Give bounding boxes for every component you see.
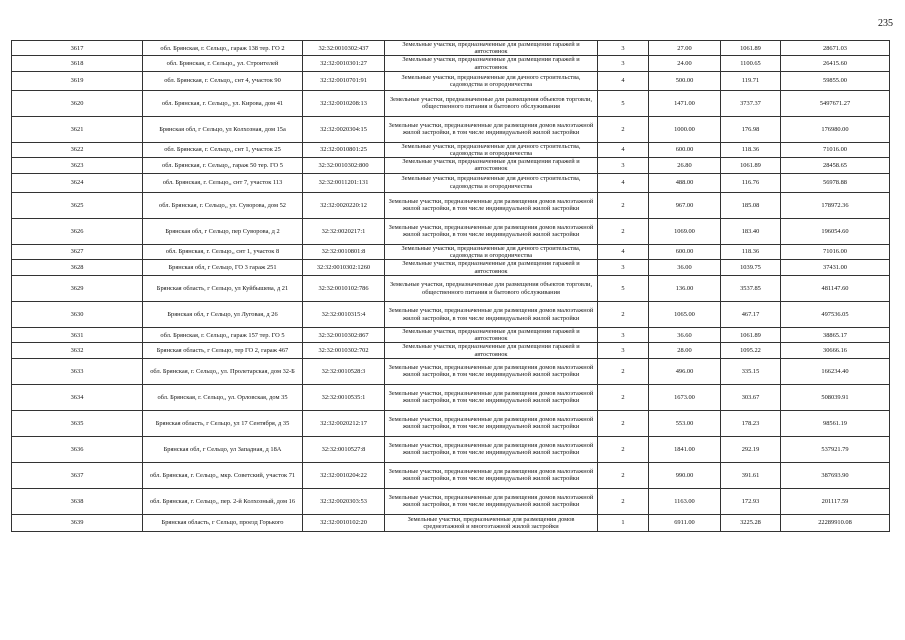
group-cell: 3 (598, 158, 649, 173)
rate-cell: 118.36 (721, 244, 781, 259)
row-number: 3624 (12, 173, 143, 192)
row-number: 3626 (12, 218, 143, 244)
table-row (12, 90, 890, 116)
rate-cell: 3225.28 (721, 514, 781, 531)
cadastral-value-cell: 37431.00 (781, 260, 890, 276)
table-row (12, 56, 890, 71)
cadastral-number-cell: 32:32:0020220:12 (303, 192, 385, 218)
group-cell: 3 (598, 41, 649, 56)
row-number: 3620 (12, 90, 143, 116)
land-use-cell: Земельные участки, предназначенные для размещения домов малоэтажной жилой застройки, в том числе индивидуальной жилой застройки (385, 410, 598, 436)
cadastral-value-cell: 22289910.08 (781, 514, 890, 531)
group-cell: 5 (598, 276, 649, 302)
cadastral-value-cell: 537921.79 (781, 436, 890, 462)
cadastral-value-cell: 28671.03 (781, 41, 890, 56)
cadastral-value-cell: 166234.40 (781, 358, 890, 384)
row-number: 3634 (12, 384, 143, 410)
area-cell: 24.00 (649, 56, 721, 71)
area-cell: 1673.00 (649, 384, 721, 410)
address-cell: обл. Брянская, г. Сельцо,, снт 7, участок 113 (143, 173, 303, 192)
address-cell: обл. Брянская, г. Сельцо,, гараж 157 тер. ГО 5 (143, 328, 303, 343)
cadastral-number-cell: 32:32:0020303:53 (303, 488, 385, 514)
table-row (12, 328, 890, 343)
table-row (12, 116, 890, 142)
land-use-cell: Земельные участки, предназначенные для дачного строительства, садоводства и огородничества (385, 244, 598, 259)
area-cell: 600.00 (649, 142, 721, 157)
group-cell: 2 (598, 410, 649, 436)
cadastral-value-cell: 98561.19 (781, 410, 890, 436)
rate-cell: 391.61 (721, 462, 781, 488)
land-use-cell: Земельные участки, предназначенные для размещения гаражей и автостоянок (385, 158, 598, 173)
cadastral-number-cell: 32:32:0011201:131 (303, 173, 385, 192)
cadastral-number-cell: 32:32:0020304:15 (303, 116, 385, 142)
group-cell: 2 (598, 358, 649, 384)
table-row (12, 41, 890, 56)
rate-cell: 292.19 (721, 436, 781, 462)
table-row (12, 260, 890, 276)
cadastral-number-cell: 32:32:0010302:800 (303, 158, 385, 173)
land-use-cell: Земельные участки, предназначенные для размещения домов малоэтажной жилой застройки, в том числе индивидуальной жилой застройки (385, 436, 598, 462)
row-number: 3636 (12, 436, 143, 462)
group-cell: 4 (598, 71, 649, 90)
cadastral-value-cell: 481147.60 (781, 276, 890, 302)
cadastral-value-cell: 201117.59 (781, 488, 890, 514)
rate-cell: 116.76 (721, 173, 781, 192)
cadastral-value-cell: 387693.90 (781, 462, 890, 488)
group-cell: 2 (598, 384, 649, 410)
group-cell: 2 (598, 218, 649, 244)
table-row (12, 173, 890, 192)
cadastral-value-cell: 5497671.27 (781, 90, 890, 116)
table-row (12, 488, 890, 514)
group-cell: 5 (598, 90, 649, 116)
address-cell: обл. Брянская, г. Сельцо,, ул. Строителей (143, 56, 303, 71)
row-number: 3621 (12, 116, 143, 142)
area-cell: 27.00 (649, 41, 721, 56)
table-row (12, 192, 890, 218)
row-number: 3635 (12, 410, 143, 436)
row-number: 3625 (12, 192, 143, 218)
land-use-cell: Земельные участки, предназначенные для размещения домов малоэтажной жилой застройки, в том числе индивидуальной жилой застройки (385, 488, 598, 514)
address-cell: обл. Брянская, г. Сельцо,, снт 1, участок 25 (143, 142, 303, 157)
address-cell: обл. Брянская, г. Сельцо,, ул. Суворова, дом 52 (143, 192, 303, 218)
group-cell: 2 (598, 488, 649, 514)
rate-cell: 3737.37 (721, 90, 781, 116)
rate-cell: 1061.89 (721, 41, 781, 56)
cadastral-value-cell: 56978.88 (781, 173, 890, 192)
area-cell: 36.00 (649, 260, 721, 276)
group-cell: 2 (598, 302, 649, 328)
table-row (12, 71, 890, 90)
group-cell: 2 (598, 462, 649, 488)
land-use-cell: Земельные участки, предназначенные для размещения гаражей и автостоянок (385, 41, 598, 56)
rate-cell: 1095.22 (721, 343, 781, 358)
cadastral-number-cell: 32:32:0010302:1260 (303, 260, 385, 276)
row-number: 3630 (12, 302, 143, 328)
cadastral-value-cell: 26415.60 (781, 56, 890, 71)
address-cell: Брянская обл, г Сельцо, ул Колхозная, дом 15а (143, 116, 303, 142)
land-use-cell: Земельные участки, предназначенные для размещения домов малоэтажной жилой застройки, в том числе индивидуальной жилой застройки (385, 218, 598, 244)
row-number: 3638 (12, 488, 143, 514)
cadastral-value-cell: 196054.60 (781, 218, 890, 244)
cadastral-number-cell: 32:32:0010701:91 (303, 71, 385, 90)
area-cell: 1069.00 (649, 218, 721, 244)
rate-cell: 1100.65 (721, 56, 781, 71)
cadastral-number-cell: 32:32:0010102:786 (303, 276, 385, 302)
area-cell: 1471.00 (649, 90, 721, 116)
table-row (12, 358, 890, 384)
land-use-cell: Земельные участки, предназначенные для размещения домов малоэтажной жилой застройки, в том числе индивидуальной жилой застройки (385, 358, 598, 384)
table-row (12, 384, 890, 410)
row-number: 3637 (12, 462, 143, 488)
cadastral-value-cell: 497536.05 (781, 302, 890, 328)
area-cell: 600.00 (649, 244, 721, 259)
group-cell: 2 (598, 116, 649, 142)
address-cell: Брянская область, г Сельцо, проезд Горького (143, 514, 303, 531)
area-cell: 488.00 (649, 173, 721, 192)
address-cell: Брянская область, г Сельцо, тер ГО 2, гараж 467 (143, 343, 303, 358)
table-row (12, 142, 890, 157)
cadastral-number-cell: 32:32:0010302:867 (303, 328, 385, 343)
area-cell: 1841.00 (649, 436, 721, 462)
table-row (12, 462, 890, 488)
cadastral-number-cell: 32:32:0010204:22 (303, 462, 385, 488)
area-cell: 990.00 (649, 462, 721, 488)
land-use-cell: Земельные участки, предназначенные для размещения домов малоэтажной жилой застройки, в том числе индивидуальной жилой застройки (385, 462, 598, 488)
cadastral-number-cell: 32:32:0010208:13 (303, 90, 385, 116)
land-use-cell: Земельные участки, предназначенные для размещения гаражей и автостоянок (385, 343, 598, 358)
table-row (12, 276, 890, 302)
address-cell: Брянская обл, г Сельцо, ул Западная, д 18А (143, 436, 303, 462)
group-cell: 3 (598, 328, 649, 343)
cadastral-number-cell: 32:32:0010301:27 (303, 56, 385, 71)
group-cell: 4 (598, 142, 649, 157)
rate-cell: 335.15 (721, 358, 781, 384)
rate-cell: 303.67 (721, 384, 781, 410)
row-number: 3639 (12, 514, 143, 531)
area-cell: 500.00 (649, 71, 721, 90)
rate-cell: 1061.89 (721, 158, 781, 173)
land-use-cell: Земельные участки, предназначенные для размещения гаражей и автостоянок (385, 328, 598, 343)
table-row (12, 410, 890, 436)
cadastral-value-cell: 59855.00 (781, 71, 890, 90)
area-cell: 496.00 (649, 358, 721, 384)
table-row (12, 218, 890, 244)
row-number: 3623 (12, 158, 143, 173)
group-cell: 3 (598, 343, 649, 358)
area-cell: 36.60 (649, 328, 721, 343)
address-cell: обл. Брянская, г. Сельцо,, мкр. Советский, участок 71 (143, 462, 303, 488)
cadastral-value-cell: 508039.91 (781, 384, 890, 410)
rate-cell: 172.93 (721, 488, 781, 514)
area-cell: 26.80 (649, 158, 721, 173)
land-use-cell: Земельные участки, предназначенные для размещения объектов торговли, общественного питания и бытового обслуживания (385, 276, 598, 302)
cadastral-number-cell: 32:32:0010527:8 (303, 436, 385, 462)
land-use-cell: Земельные участки, предназначенные для размещения объектов торговли, общественного питания и бытового обслуживания (385, 90, 598, 116)
land-use-cell: Земельные участки, предназначенные для дачного строительства, садоводства и огородничества (385, 173, 598, 192)
group-cell: 3 (598, 56, 649, 71)
address-cell: обл. Брянская, г. Сельцо,, ул. Пролетарская, дом 32-Б (143, 358, 303, 384)
land-use-cell: Земельные участки, предназначенные для размещения гаражей и автостоянок (385, 260, 598, 276)
table-row (12, 158, 890, 173)
page-number: 235 (878, 18, 893, 29)
address-cell: Брянская область, г Сельцо, ул 17 Сентября, д 35 (143, 410, 303, 436)
table-row (12, 343, 890, 358)
cadastral-value-cell: 30666.16 (781, 343, 890, 358)
address-cell: обл. Брянская, г. Сельцо,, пер. 2-й Колхозный, дом 16 (143, 488, 303, 514)
row-number: 3619 (12, 71, 143, 90)
table-body (12, 41, 890, 532)
land-use-cell: Земельные участки, предназначенные для размещения домов малоэтажной жилой застройки, в том числе индивидуальной жилой застройки (385, 302, 598, 328)
row-number: 3629 (12, 276, 143, 302)
area-cell: 6911.00 (649, 514, 721, 531)
land-use-cell: Земельные участки, предназначенные для дачного строительства, садоводства и огородничества (385, 142, 598, 157)
cadastral-number-cell: 32:32:0010315:4 (303, 302, 385, 328)
address-cell: обл. Брянская, г. Сельцо,, гараж 50 тер. ГО 5 (143, 158, 303, 173)
area-cell: 967.00 (649, 192, 721, 218)
row-number: 3631 (12, 328, 143, 343)
land-use-cell: Земельные участки, предназначенные для размещения гаражей и автостоянок (385, 56, 598, 71)
address-cell: обл. Брянская, г. Сельцо,, ул. Орловская, дом 35 (143, 384, 303, 410)
row-number: 3628 (12, 260, 143, 276)
cadastral-number-cell: 32:32:0010102:20 (303, 514, 385, 531)
table-row (12, 302, 890, 328)
cadastral-value-cell: 28458.65 (781, 158, 890, 173)
table-row (12, 514, 890, 531)
row-number: 3622 (12, 142, 143, 157)
rate-cell: 178.23 (721, 410, 781, 436)
cadastral-value-cell: 178972.36 (781, 192, 890, 218)
land-registry-table (11, 40, 890, 532)
cadastral-number-cell: 32:32:0010801:8 (303, 244, 385, 259)
land-use-cell: Земельные участки, предназначенные для размещения домов малоэтажной жилой застройки, в том числе индивидуальной жилой застройки (385, 384, 598, 410)
rate-cell: 185.08 (721, 192, 781, 218)
group-cell: 3 (598, 260, 649, 276)
land-use-cell: Земельные участки, предназначенные для дачного строительства, садоводства и огородничества (385, 71, 598, 90)
area-cell: 1000.00 (649, 116, 721, 142)
cadastral-number-cell: 32:32:0020217:1 (303, 218, 385, 244)
cadastral-number-cell: 32:32:0010801:25 (303, 142, 385, 157)
cadastral-number-cell: 32:32:0020212:17 (303, 410, 385, 436)
group-cell: 4 (598, 173, 649, 192)
land-use-cell: Земельные участки, предназначенные для размещения домов малоэтажной жилой застройки, в том числе индивидуальной жилой застройки (385, 116, 598, 142)
row-number: 3617 (12, 41, 143, 56)
land-use-cell: Земельные участки, предназначенные для размещения домов малоэтажной жилой застройки, в том числе индивидуальной жилой застройки (385, 192, 598, 218)
rate-cell: 118.36 (721, 142, 781, 157)
rate-cell: 1039.75 (721, 260, 781, 276)
cadastral-number-cell: 32:32:0010302:702 (303, 343, 385, 358)
row-number: 3627 (12, 244, 143, 259)
table-row (12, 436, 890, 462)
cadastral-value-cell: 71016.00 (781, 142, 890, 157)
area-cell: 553.00 (649, 410, 721, 436)
rate-cell: 3537.85 (721, 276, 781, 302)
group-cell: 2 (598, 436, 649, 462)
cadastral-value-cell: 71016.00 (781, 244, 890, 259)
cadastral-number-cell: 32:32:0010535:1 (303, 384, 385, 410)
rate-cell: 467.17 (721, 302, 781, 328)
address-cell: Брянская область, г Сельцо, ул Куйбышева, д 21 (143, 276, 303, 302)
cadastral-number-cell: 32:32:0010302:437 (303, 41, 385, 56)
cadastral-number-cell: 32:32:0010528:3 (303, 358, 385, 384)
address-cell: обл. Брянская, г. Сельцо,, снт 1, участок 8 (143, 244, 303, 259)
address-cell: обл. Брянская, г. Сельцо,, снт 4, участок 90 (143, 71, 303, 90)
rate-cell: 1061.89 (721, 328, 781, 343)
address-cell: обл. Брянская, г. Сельцо,, ул. Кирова, дом 41 (143, 90, 303, 116)
rate-cell: 119.71 (721, 71, 781, 90)
address-cell: обл. Брянская, г. Сельцо,, гараж 138 тер. ГО 2 (143, 41, 303, 56)
address-cell: Брянская обл, г Сельцо, пер Суворова, д 2 (143, 218, 303, 244)
area-cell: 28.00 (649, 343, 721, 358)
row-number: 3632 (12, 343, 143, 358)
row-number: 3633 (12, 358, 143, 384)
group-cell: 4 (598, 244, 649, 259)
table-row (12, 244, 890, 259)
rate-cell: 183.40 (721, 218, 781, 244)
area-cell: 1163.00 (649, 488, 721, 514)
cadastral-value-cell: 176980.00 (781, 116, 890, 142)
group-cell: 1 (598, 514, 649, 531)
area-cell: 136.00 (649, 276, 721, 302)
address-cell: Брянская обл, г Сельцо, ГО 3 гараж 251 (143, 260, 303, 276)
land-use-cell: Земельные участки, предназначенные для размещения домов среднеэтажной и многоэтажной жилой застройки (385, 514, 598, 531)
row-number: 3618 (12, 56, 143, 71)
rate-cell: 176.98 (721, 116, 781, 142)
group-cell: 2 (598, 192, 649, 218)
cadastral-value-cell: 38865.17 (781, 328, 890, 343)
address-cell: Брянская обл, г Сельцо, ул Луговая, д 26 (143, 302, 303, 328)
area-cell: 1065.00 (649, 302, 721, 328)
